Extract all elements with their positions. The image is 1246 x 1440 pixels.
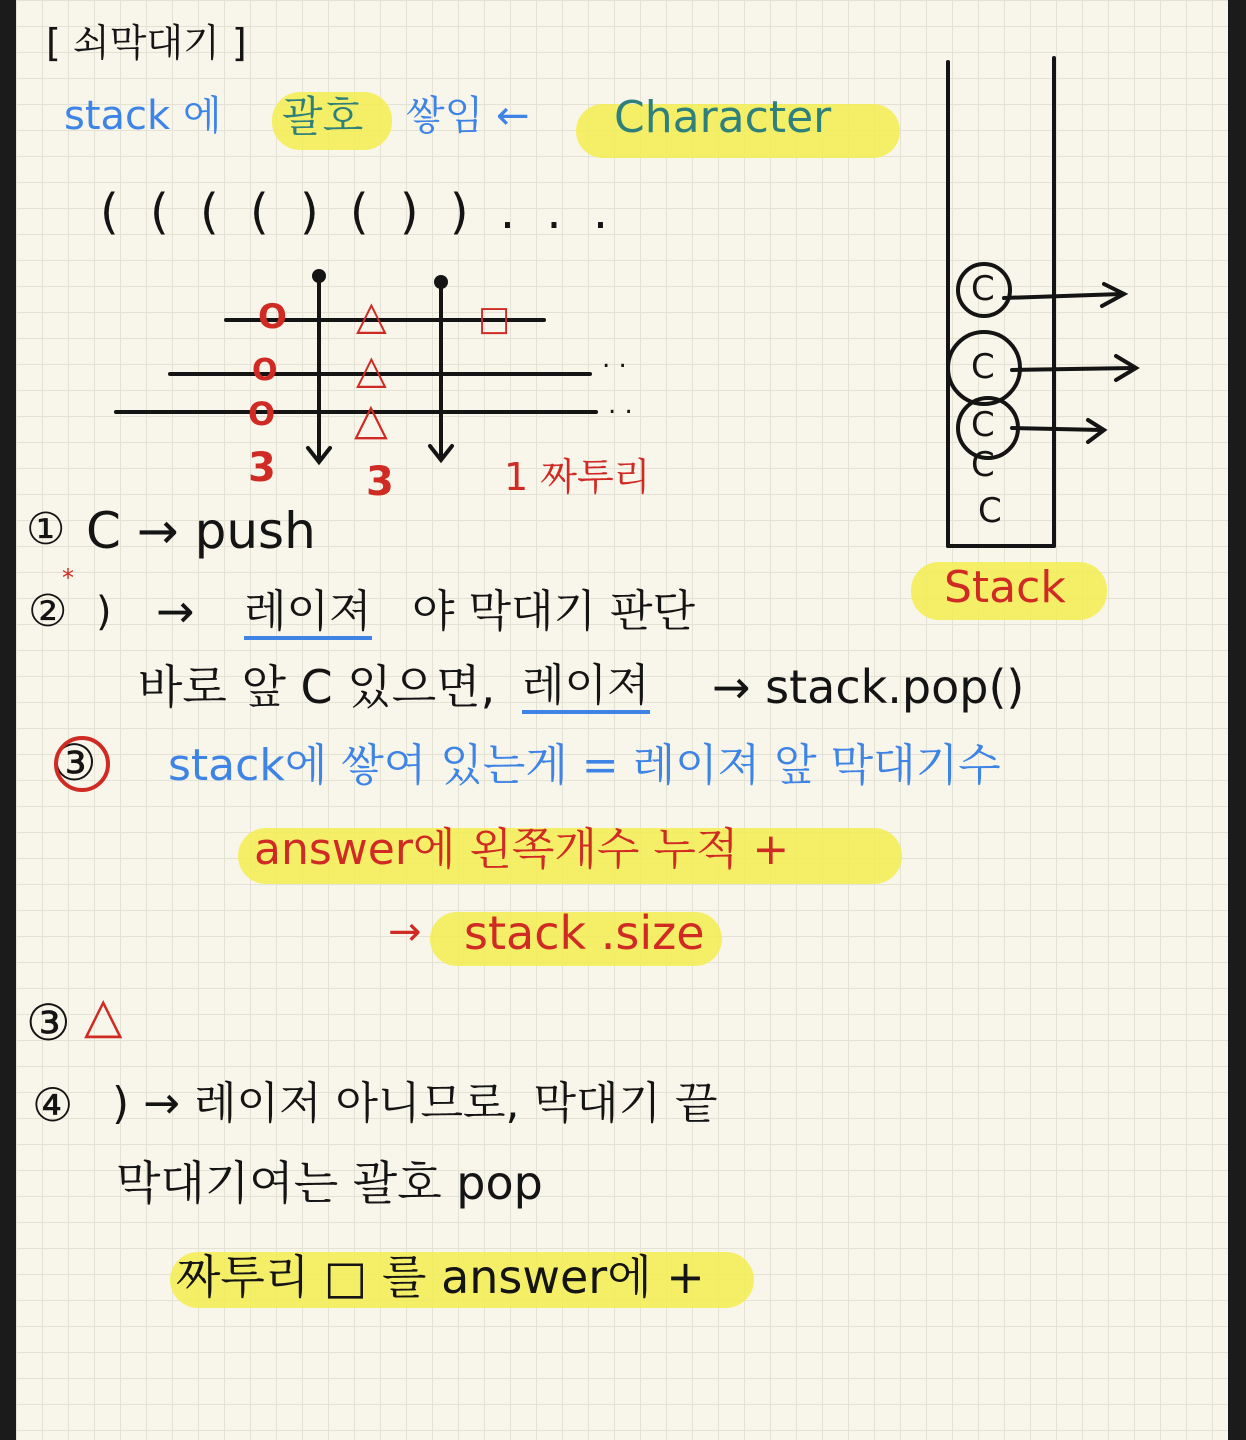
step2-detail-action: → stack.pop() xyxy=(712,660,1025,714)
step2-detail-laser: 레이져 xyxy=(522,664,650,714)
step3b-number: ③ xyxy=(26,994,71,1052)
step2-detail-text: 바로 앞 C 있으면, xyxy=(138,660,496,714)
row-continue-dots: . . xyxy=(608,390,633,420)
circle-mark: O xyxy=(248,395,276,433)
step4-pop-text: 막대기여는 괄호 pop xyxy=(116,1156,543,1210)
triangle-mark: △ xyxy=(356,347,387,393)
row-continue-dots: . . xyxy=(602,344,627,374)
step3-size-arrow: → xyxy=(388,909,422,955)
intro-suffix: 쌓임 ← xyxy=(406,93,530,139)
step2-laser: 레이져 xyxy=(244,590,372,640)
step3-number: ③ xyxy=(52,734,97,792)
step3-text: stack에 쌓여 있는게 = 레이져 앞 막대기수 xyxy=(168,740,1001,791)
step3-number-circle xyxy=(16,0,1228,1440)
stack-item: C xyxy=(971,269,995,309)
count-left: 3 xyxy=(248,445,276,491)
stack-item: C xyxy=(971,445,995,485)
step2-symbol: ) xyxy=(96,589,112,635)
step3b-symbol: △ xyxy=(84,986,123,1044)
step1-text: C → push xyxy=(86,502,316,560)
step3-size-text: stack .size xyxy=(464,906,705,960)
step1-number: ① xyxy=(26,504,66,555)
stack-item: C xyxy=(978,491,1002,531)
stack-label: Stack xyxy=(944,562,1066,613)
step2-star: * xyxy=(62,564,74,592)
step2-number: ② xyxy=(28,586,68,637)
stack-item: C xyxy=(971,347,995,387)
step3-answer-text: answer에 왼쪽개수 누적 + xyxy=(254,824,790,875)
circle-mark: O xyxy=(258,297,287,337)
step2-arrow: → xyxy=(156,584,195,638)
triangle-mark: △ xyxy=(354,394,388,445)
example-parens: ( ( ( ( ) ( ) ) . . . xyxy=(100,184,617,240)
intro-prefix: stack 에 xyxy=(64,93,222,139)
square-mark: □ xyxy=(478,299,511,339)
intro-highlight-word: 괄호 xyxy=(282,92,364,141)
step4-answer-text: 짜투리 □ 를 answer에 + xyxy=(176,1250,705,1304)
page-title: [ 쇠막대기 ] xyxy=(46,21,247,65)
stack-item: C xyxy=(971,405,995,445)
leftover-label: 1 짜투리 xyxy=(504,455,651,499)
step4-number: ④ xyxy=(32,1078,74,1132)
circle-mark: O xyxy=(252,353,278,388)
triangle-mark: △ xyxy=(356,293,387,339)
step2-text: 야 막대기 판단 xyxy=(412,586,695,637)
step4-text: ) → 레이저 아니므로, 막대기 끝 xyxy=(112,1078,718,1129)
count-middle: 3 xyxy=(366,459,394,505)
intro-highlight-term: Character xyxy=(614,92,832,143)
note-page xyxy=(16,0,1228,1440)
